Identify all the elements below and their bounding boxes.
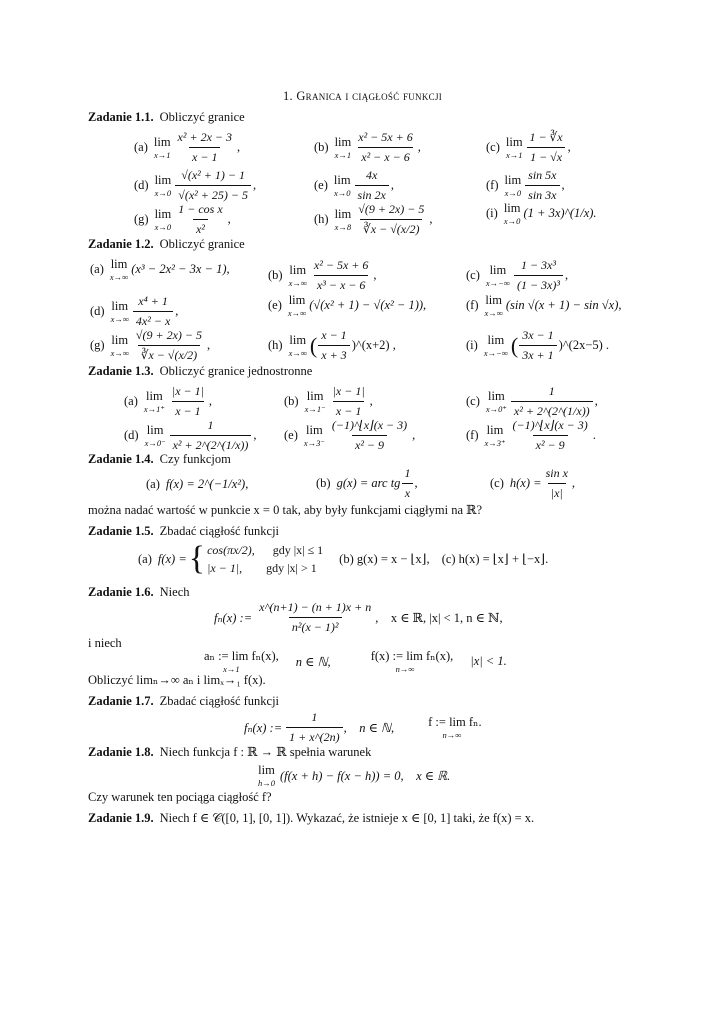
fraction: [510, 418, 591, 453]
limit-operator: [111, 300, 129, 323]
fraction: [511, 384, 593, 419]
exercise-1-7-definition: [244, 710, 485, 745]
limit-item: [284, 418, 415, 453]
item-label: (d): [134, 178, 149, 192]
limit-subscript: n→∞: [442, 729, 462, 740]
item-label: (a): [90, 262, 104, 276]
numerator: 1 − 3x³: [520, 258, 556, 272]
limit-word: lim: [146, 389, 163, 403]
limit-item: [314, 202, 432, 237]
limit-item: [268, 328, 396, 363]
limit-expression: aₙ := lim fₙ(x),: [204, 649, 279, 663]
limit-word: lim: [153, 135, 171, 149]
limit-subscript: x→3⁺: [484, 437, 506, 448]
item-expression: g(x) = arc tg: [336, 476, 401, 490]
limit-operator: [154, 136, 171, 159]
item-tail: ,: [594, 394, 598, 408]
denominator: ∛x − √(x/2): [360, 219, 422, 237]
limit-item: [134, 202, 231, 237]
limit-subscript: x→∞: [484, 307, 503, 318]
fraction: [311, 258, 371, 293]
limit-subscript: x→∞: [288, 277, 307, 288]
limit-item: [284, 384, 373, 419]
exercise-label: Zadanie 1.1.: [88, 110, 154, 124]
limit-operator: [428, 716, 481, 739]
case-row: [207, 541, 323, 559]
numerator: 1: [311, 710, 318, 724]
numerator: x⁴ + 1: [138, 294, 168, 308]
numerator: √(x² + 1) − 1: [181, 168, 245, 182]
exercise-instruction: Obliczyć granice jednostronne: [159, 364, 313, 378]
denominator: 3x + 1: [519, 345, 556, 363]
denominator: x³ − x − 6: [314, 275, 368, 293]
denominator: x − 1: [189, 147, 220, 165]
piecewise-cases: [207, 541, 323, 577]
item-tail: ,: [561, 178, 565, 192]
case-expression: cos(πx/2),: [207, 543, 255, 557]
denominator: 1 + x^(2n): [286, 727, 342, 745]
numerator: x² + 2x − 3: [177, 130, 232, 144]
item-expression: f(x) = 2^(−1/x²),: [165, 476, 249, 491]
item-tail: ,: [208, 394, 213, 408]
exercise-label: Zadanie 1.5.: [88, 524, 154, 538]
limit-operator: [204, 650, 279, 673]
item-tail: ,: [414, 476, 418, 490]
exercise-label: Zadanie 1.6.: [88, 585, 154, 599]
numerator: √(9 + 2x) − 5: [135, 328, 203, 342]
item-label: (c): [490, 476, 504, 490]
item-tail: ,: [175, 304, 179, 318]
item-expression: fₙ(x) :=: [244, 720, 283, 735]
limit-operator: [144, 390, 165, 413]
denominator: x² + 2^(2^(1/x)): [170, 435, 252, 453]
fraction: [527, 130, 566, 165]
limit-subscript: x→0: [504, 187, 522, 198]
fraction: [170, 418, 252, 453]
item-label: (b): [314, 140, 329, 154]
item-label: (d): [90, 304, 105, 318]
limit-subscript: x→0: [154, 221, 172, 232]
limit-word: lim: [488, 389, 505, 403]
exercise-1-1-heading: [88, 110, 245, 125]
item-label: (b): [284, 394, 299, 408]
fraction: [286, 710, 342, 745]
brace: {: [188, 540, 206, 577]
exercise-instruction: Obliczyć granice: [159, 110, 245, 124]
item-expression: fₙ(x) :=: [214, 610, 253, 625]
limit-operator: [486, 264, 510, 287]
limit-word: lim: [288, 293, 306, 307]
limit-word: lim: [505, 135, 523, 149]
limit-operator: [335, 136, 352, 159]
fraction: [355, 168, 389, 203]
fraction: [401, 466, 413, 501]
limit-subscript: x→−∞: [485, 277, 510, 288]
item-tail: ,: [252, 178, 257, 192]
limit-subscript: x→1⁻: [304, 403, 326, 414]
limit-word: lim: [289, 263, 307, 277]
limit-operator: [335, 208, 352, 231]
item-label: (d): [124, 428, 139, 442]
denominator: x² − 9: [533, 435, 568, 453]
text-line: i niech: [88, 636, 122, 650]
fraction: [330, 384, 368, 419]
exercise-1-3-heading: [88, 364, 312, 379]
section-title: 1. Granica i ciągłość funkcji: [282, 89, 443, 103]
exercise-1-5-items: [138, 541, 548, 577]
fraction: [318, 328, 349, 363]
exercise-1-8-condition: [258, 764, 450, 787]
numerator: sin x: [545, 466, 568, 480]
limit-word: lim: [504, 173, 522, 187]
item-label: (c): [466, 268, 480, 282]
denominator: 4x² − x: [133, 311, 173, 329]
item-label: (f): [486, 178, 499, 192]
exercise-instruction: Niech funkcja f : ℝ → ℝ spełnia warunek: [159, 745, 372, 759]
item-tail: |x| < 1.: [470, 654, 507, 668]
limit-operator: [485, 294, 503, 317]
numerator: x² − 5x + 6: [313, 258, 369, 272]
limit-subscript: x→1: [153, 149, 171, 160]
item-tail: ,: [429, 212, 433, 226]
limit-word: lim: [154, 173, 172, 187]
limit-operator: [258, 764, 275, 787]
item-tail: ,: [373, 268, 377, 282]
item-label: (b): [268, 268, 283, 282]
limit-operator: [289, 264, 307, 287]
limit-operator: [288, 294, 306, 317]
limit-word: lim: [111, 333, 129, 347]
limit-subscript: x→∞: [110, 347, 129, 358]
item-tail: ,: [417, 140, 421, 154]
item-tail: , x ∈ ℝ, |x| < 1, n ∈ ℕ,: [375, 610, 503, 625]
limit-item: [124, 418, 257, 453]
limit-subscript: x→0⁻: [144, 437, 166, 448]
numerator: x − 1: [321, 328, 347, 342]
numerator: x^(n+1) − (n + 1)x + n: [259, 600, 372, 614]
item-expression: (x³ − 2x² − 3x − 1),: [131, 262, 230, 276]
limit-subscript: x→1⁺: [143, 403, 165, 414]
numerator: 1 − ∛x: [529, 130, 563, 144]
item-tail: ,: [237, 140, 241, 154]
limit-word: lim: [487, 333, 505, 347]
item-label: (h): [268, 338, 283, 352]
item-expression: (1 + 3x)^(1/x).: [523, 206, 597, 220]
denominator: x² + 2^(2^(1/x)): [511, 401, 593, 419]
limit-word: lim: [486, 423, 504, 437]
limit-operator: [155, 208, 172, 231]
item-tail: ,: [567, 140, 571, 154]
denominator: |x|: [548, 483, 566, 501]
limit-item: [466, 328, 609, 363]
limit-subscript: x→∞: [109, 271, 129, 282]
item-label: (i): [486, 206, 498, 220]
item-label: (i): [466, 338, 478, 352]
item-label: (e): [268, 298, 282, 312]
limit-subscript: x→1: [223, 663, 240, 674]
item-label: (f): [466, 298, 479, 312]
item-expression: f(x) =: [157, 551, 187, 566]
exercise-instruction: Niech: [159, 585, 190, 599]
paren-open: (: [510, 332, 519, 358]
item-tail: )^(2x−5) .: [558, 338, 610, 352]
fraction: [519, 328, 556, 363]
item-label: (c): [486, 140, 500, 154]
limit-word: lim: [489, 263, 507, 277]
denominator: ∛x − √(x/2): [138, 345, 200, 363]
limit-subscript: x→∞: [288, 347, 307, 358]
item-expression: h(x) =: [509, 476, 542, 490]
denominator: x² − 9: [352, 435, 387, 453]
fraction: [329, 418, 410, 453]
limit-operator: [145, 424, 166, 447]
limit-operator: [485, 424, 506, 447]
exercise-1-7-heading: [88, 694, 279, 709]
item-tail: ,: [571, 476, 576, 490]
limit-operator: [505, 174, 522, 197]
limit-operator: [155, 174, 172, 197]
denominator: x: [402, 483, 413, 501]
limit-operator: [289, 334, 307, 357]
exercise-instruction: Czy funkcjom: [159, 452, 231, 466]
limit-operator: [305, 390, 326, 413]
item-label: (a): [146, 476, 160, 491]
exercise-1-4-question: można nadać wartość w punkcie x = 0 tak, aby były funkcjami ciągłymi na ℝ?: [88, 503, 483, 517]
limit-operator: [484, 334, 508, 357]
item-label: (a): [138, 551, 152, 566]
numerator: 3x − 1: [522, 328, 554, 342]
limit-subscript: x→8: [334, 221, 352, 232]
exercise-1-6-definition: [214, 600, 503, 635]
denominator: n²(x − 1)²: [289, 617, 342, 635]
limit-operator: [486, 390, 507, 413]
limit-word: lim: [306, 423, 323, 437]
item-tail: ,: [227, 212, 231, 226]
denominator: (1 − 3x)³: [514, 275, 563, 293]
fraction: [133, 328, 205, 363]
limit-word: lim: [111, 299, 129, 313]
limit-item: [466, 418, 596, 453]
denominator: x − 1: [333, 401, 364, 419]
item-tail: , n ∈ ℕ,: [343, 720, 395, 735]
numerator: 1 − cos x: [178, 202, 223, 216]
exercise-1-6-heading: [88, 585, 190, 600]
limit-operator: [371, 650, 454, 673]
limit-word: lim: [503, 201, 521, 215]
exercise-label: Zadanie 1.8.: [88, 745, 154, 759]
limit-operator: [304, 424, 325, 447]
limit-item: [90, 328, 210, 363]
exercise-1-6-sequences: [204, 650, 507, 673]
limit-item: [314, 168, 394, 203]
denominator: 1 − √x: [527, 147, 565, 165]
item-tail: ,: [207, 338, 211, 352]
item-label: (h): [314, 212, 329, 226]
exercise-label: Zadanie 1.9.: [88, 811, 154, 825]
numerator: sin 5x: [528, 168, 557, 182]
paren-open: (: [309, 332, 318, 358]
item-tail: ,: [390, 178, 395, 192]
limit-item: [90, 294, 178, 329]
limit-item: [90, 258, 230, 281]
case-expression: |x − 1|,: [207, 561, 243, 575]
numerator: (−1)^⌊x⌋(x − 3): [512, 418, 588, 432]
limit-item: [466, 294, 621, 317]
limit-expression: f := lim fₙ.: [428, 715, 482, 729]
exercise-1-8-heading: [88, 744, 371, 760]
limit-operator: [506, 136, 523, 159]
item-c: (c) h(x) = ⌊x⌋ + ⌊−x⌋.: [441, 552, 549, 566]
exercise-1-4-item-a: [146, 472, 248, 496]
denominator: √(x² + 25) − 5: [175, 185, 251, 203]
fraction: [355, 130, 415, 165]
item-label: (g): [134, 212, 149, 226]
item-tail: ,: [369, 394, 373, 408]
limit-item: [466, 384, 598, 419]
limit-subscript: x→3⁻: [303, 437, 325, 448]
item-tail: )^(x+2) ,: [351, 338, 396, 352]
denominator: x²: [193, 219, 208, 237]
limit-subscript: n→∞: [395, 663, 415, 674]
fraction: [355, 202, 427, 237]
limit-item: [486, 130, 571, 165]
fraction: [175, 130, 235, 165]
item-label: (f): [466, 428, 479, 442]
limit-word: lim: [289, 333, 307, 347]
item-label: (g): [90, 338, 105, 352]
item-label: (e): [284, 428, 298, 442]
item-label: (e): [314, 178, 328, 192]
limit-subscript: x→∞: [287, 307, 307, 318]
exercise-instruction: Zbadać ciągłość funkcji: [159, 524, 280, 538]
numerator: x² − 5x + 6: [358, 130, 413, 144]
item-tail: n ∈ ℕ,: [295, 654, 331, 669]
case-condition: gdy |x| > 1: [266, 561, 317, 575]
exercise-1-5-heading: [88, 524, 279, 539]
item-label: (a): [134, 140, 148, 154]
item-expression: (f(x + h) − f(x − h)) = 0, x ∈ ℝ.: [280, 768, 451, 783]
text-line: Obliczyć limₙ→∞ aₙ i limₓ→₁ f(x).: [88, 673, 266, 687]
denominator: x − 1: [172, 401, 203, 419]
limit-subscript: h→0: [258, 777, 275, 788]
limit-subscript: x→∞: [110, 313, 129, 324]
exercise-1-2-heading: [88, 237, 245, 252]
limit-item: [268, 294, 426, 317]
denominator: sin 3x: [525, 185, 559, 203]
item-b: (b) g(x) = x − ⌊x⌋,: [339, 552, 430, 566]
numerator: 1: [404, 466, 411, 480]
limit-item: [466, 258, 568, 293]
item-tail: ,: [412, 428, 416, 442]
exercise-1-4-heading: [88, 452, 231, 467]
limit-item: [486, 202, 597, 225]
item-label: (b): [316, 476, 331, 490]
limit-operator: [110, 258, 128, 281]
fraction: [133, 294, 173, 329]
numerator: √(9 + 2x) − 5: [358, 202, 425, 216]
fraction: [169, 384, 207, 419]
fraction: [175, 202, 225, 237]
exercise-1-4-item-c: [490, 466, 575, 501]
fraction: [514, 258, 563, 293]
limit-item: [134, 130, 240, 165]
case-row: [207, 559, 323, 577]
exercise-label: Zadanie 1.4.: [88, 452, 154, 466]
limit-subscript: x→0: [333, 187, 351, 198]
limit-word: lim: [333, 173, 351, 187]
limit-item: [268, 258, 377, 293]
limit-item: [124, 384, 212, 419]
exercise-label: Zadanie 1.3.: [88, 364, 154, 378]
exercise-instruction: Zbadać ciągłość funkcji: [159, 694, 280, 708]
numerator: |x − 1|: [332, 384, 365, 398]
denominator: x² − x − 6: [358, 147, 412, 165]
limit-operator: [504, 202, 521, 225]
fraction: [543, 466, 571, 501]
item-label: (c): [466, 394, 480, 408]
item-label: (a): [124, 394, 138, 408]
limit-item: [314, 130, 421, 165]
item-expression: (√(x² + 1) − √(x² − 1)),: [309, 298, 427, 312]
exercise-1-8-question: Czy warunek ten pociąga ciągłość f?: [88, 790, 272, 804]
limit-subscript: x→0⁺: [485, 403, 507, 414]
limit-word: lim: [154, 207, 172, 221]
case-condition: gdy |x| ≤ 1: [272, 543, 324, 557]
limit-subscript: x→−∞: [483, 347, 508, 358]
limit-word: lim: [334, 135, 352, 149]
limit-word: lim: [334, 207, 352, 221]
limit-word: lim: [258, 763, 275, 777]
numerator: (−1)^⌊x⌋(x − 3): [331, 418, 408, 432]
limit-word: lim: [485, 293, 502, 307]
denominator: sin 2x: [355, 185, 389, 203]
fraction: [525, 168, 559, 203]
limit-word: lim: [146, 423, 164, 437]
limit-subscript: x→0: [503, 215, 521, 226]
limit-word: lim: [306, 389, 324, 403]
limit-subscript: x→0: [154, 187, 172, 198]
limit-item: [486, 168, 565, 203]
limit-expression: f(x) := lim fₙ(x),: [370, 649, 454, 663]
limit-word: lim: [110, 257, 128, 271]
exercise-label: Zadanie 1.7.: [88, 694, 154, 708]
numerator: 1: [207, 418, 214, 432]
item-tail: ,: [564, 268, 569, 282]
item-tail: .: [592, 428, 596, 442]
exercise-label: Zadanie 1.2.: [88, 237, 154, 251]
item-tail: ,: [253, 428, 257, 442]
limit-item: [134, 168, 256, 203]
limit-subscript: x→1: [505, 149, 523, 160]
fraction: [175, 168, 251, 203]
exercise-instruction: Niech f ∈ 𝒞([0, 1], [0, 1]). Wykazać, że istnieje x ∈ [0, 1] taki, że f(x) = x.: [159, 811, 535, 825]
denominator: x + 3: [318, 345, 349, 363]
numerator: 4x: [366, 168, 378, 182]
numerator: 1: [548, 384, 555, 398]
limit-operator: [334, 174, 351, 197]
exercise-1-4-item-b: [316, 466, 418, 501]
limit-subscript: x→1: [334, 149, 352, 160]
exercise-1-9-heading: [88, 810, 534, 826]
numerator: |x − 1|: [171, 384, 204, 398]
fraction: [256, 600, 374, 635]
limit-operator: [111, 334, 129, 357]
item-expression: (sin √(x + 1) − sin √x),: [505, 298, 622, 312]
exercise-instruction: Obliczyć granice: [159, 237, 245, 251]
